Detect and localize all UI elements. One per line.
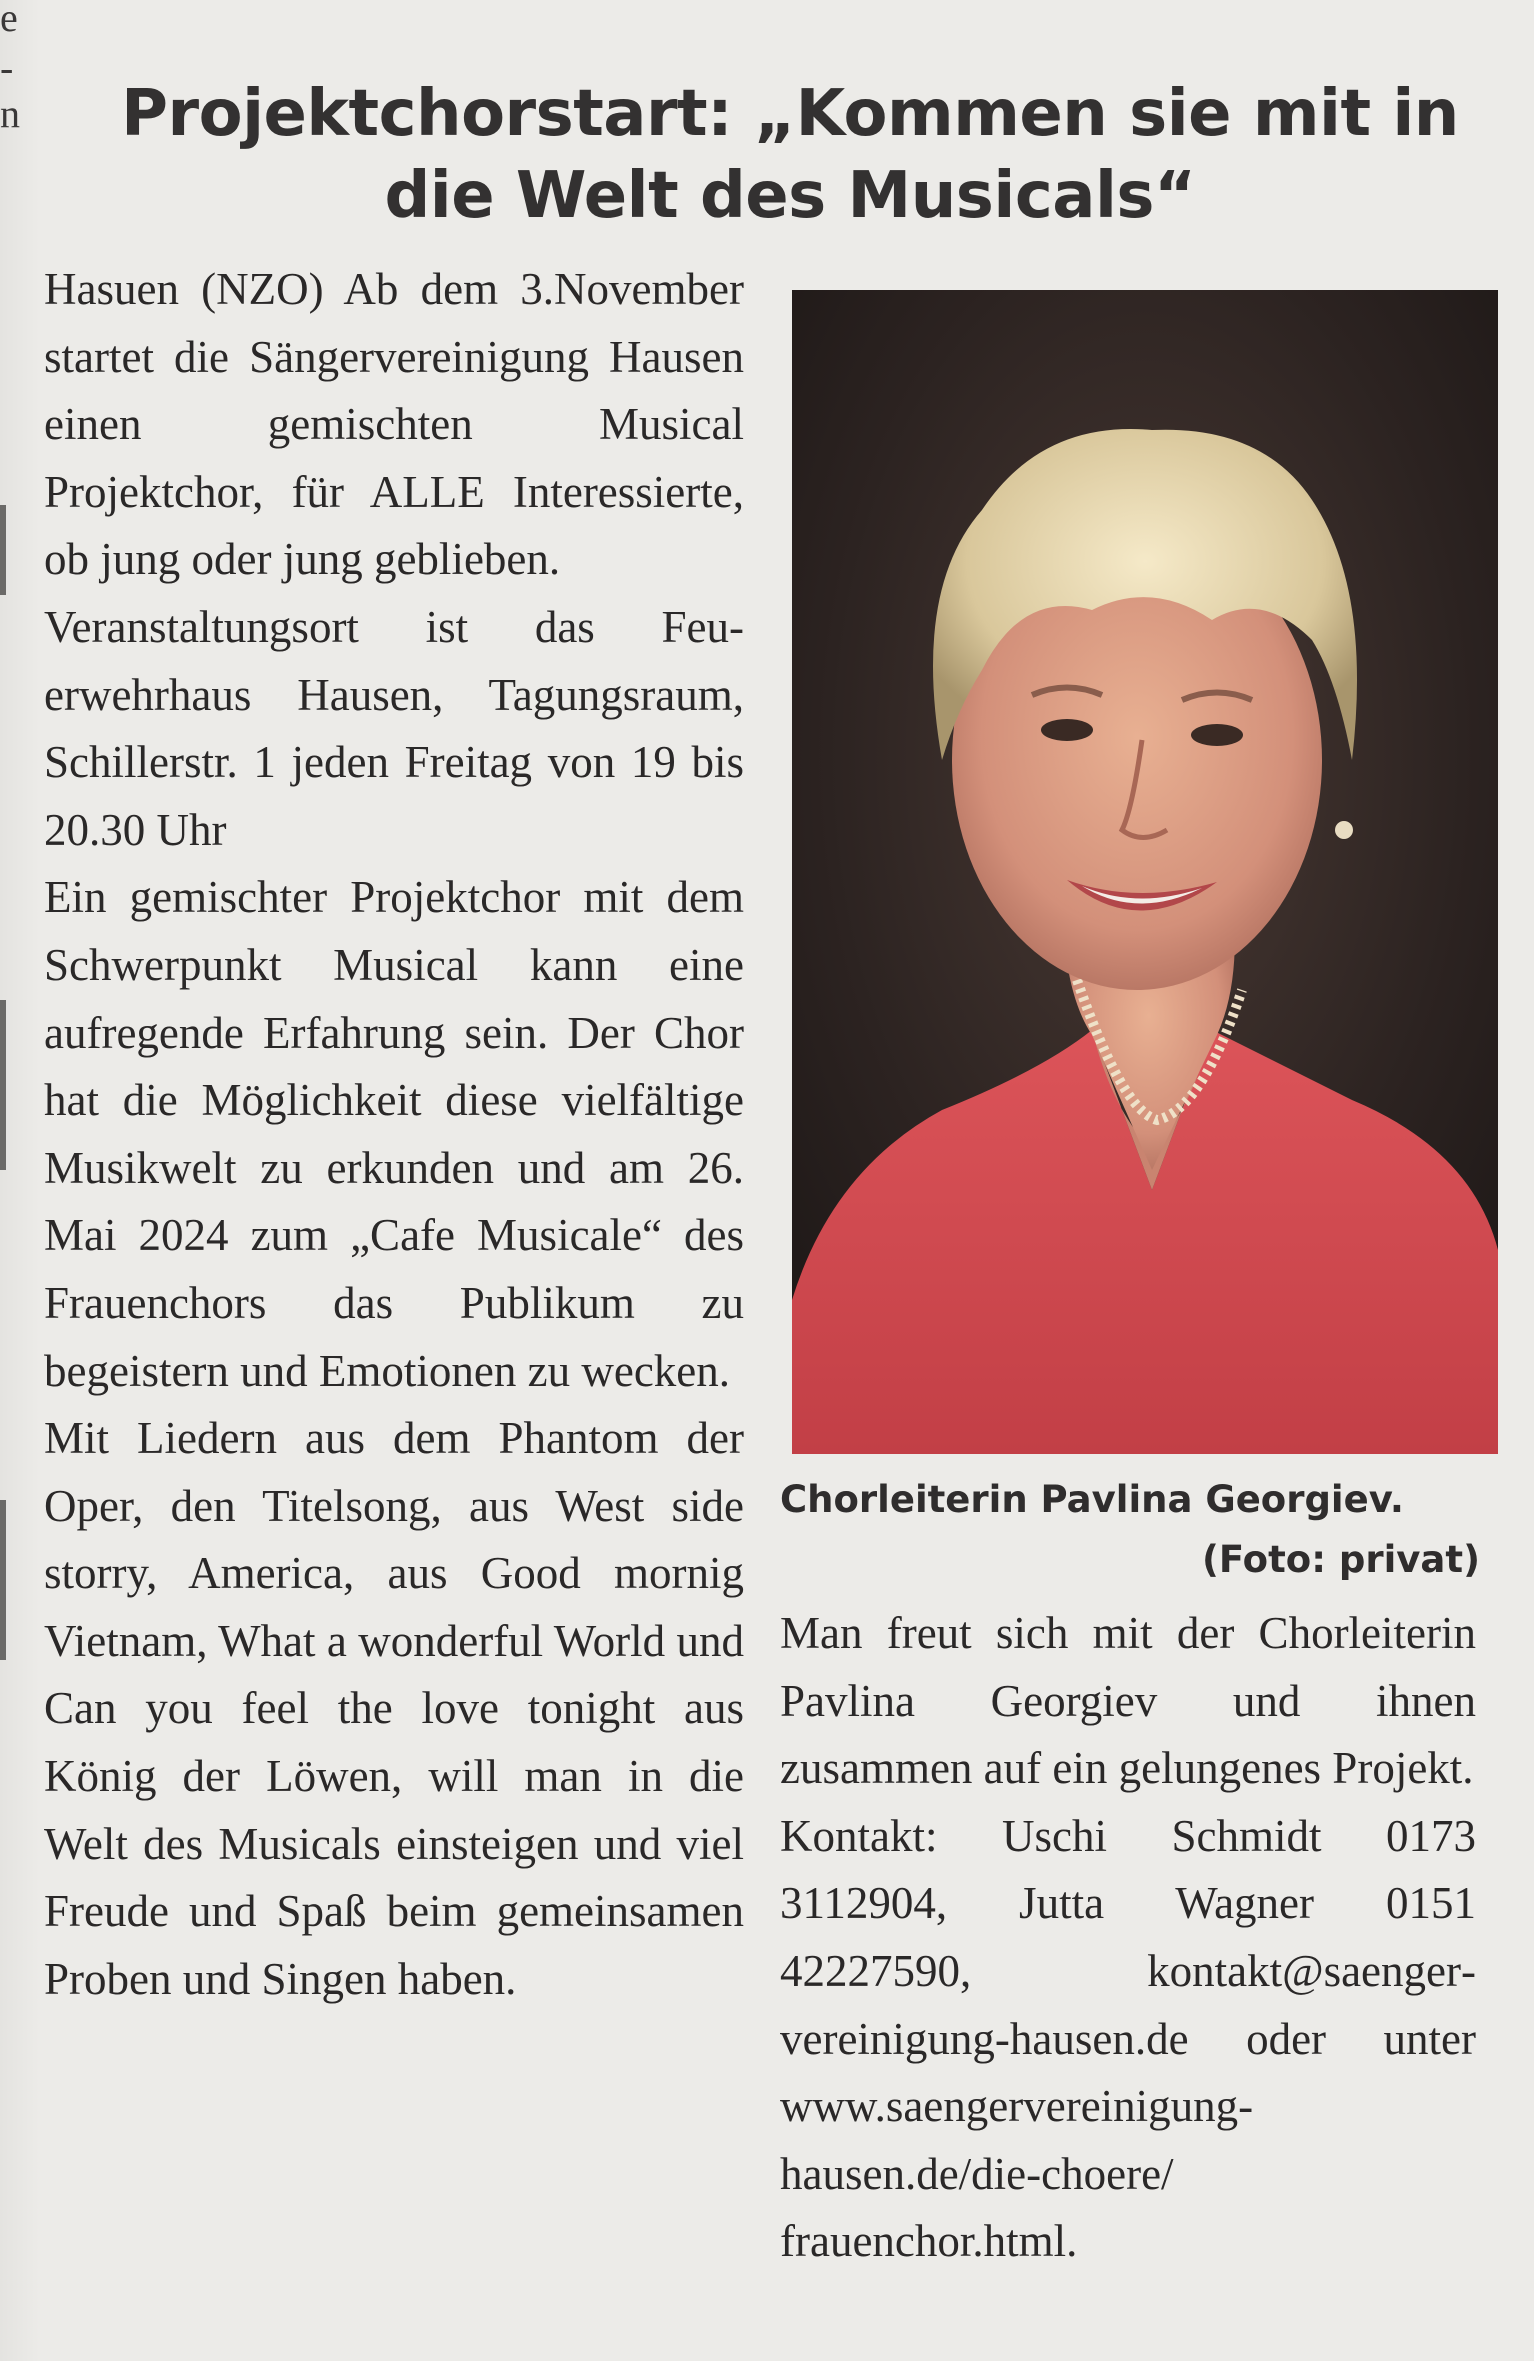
paper-edge: [0, 0, 40, 2361]
photo-caption: [780, 1470, 1480, 1590]
article-body-left: [44, 256, 744, 2013]
article-paragraph: Veranstaltungsort ist das Feuerwehrhaus Hausen, Tagungsraum, Schillerstr. 1 jeden Freitag von 19 bis 20.30 Uhr: [44, 601, 744, 855]
adjacent-article-fragment: e: [0, 0, 18, 40]
article-body-right: [780, 1600, 1476, 2276]
article-paragraph: Kontakt: Uschi Schmidt 0173 3112904, Jutta Wagner 0151 42227590, kontakt@saengervereinigung-hausen.de oder unter www.saengervereinigung-hausen.de/die-choere/ frauenchor.html.: [780, 1810, 1476, 2267]
article-paragraph: Hasuen (NZO) Ab dem 3.November startet die Sängervereinigung Hausen einen gemischten Musical Projektchor, für ALLE Interessierte, ob jung oder jung geblieben.: [44, 264, 744, 585]
article-paragraph: Ein gemischter Projektchor mit dem Schwerpunkt Musical kann eine aufregende Erfahrung sein. Der Chor hat die Möglichkeit diese vielfältige Musikwelt zu erkunden und am 26. Mai 2024 zum „Cafe Musicale“ des Frauenchors das Publikum zu begeistern und Emotionen zu wecken.: [44, 872, 744, 1396]
caption-text: Chorleiterin Pavlina Georgiev.: [780, 1478, 1404, 1521]
portrait-illustration: [792, 290, 1498, 1454]
column-rule-fragment: [0, 1500, 6, 1660]
adjacent-article-fragment: n: [0, 91, 20, 136]
column-rule-fragment: [0, 505, 6, 595]
choir-director-photo: [792, 290, 1498, 1454]
photo-credit: (Foto: privat): [1202, 1538, 1480, 1581]
article-headline: Projektchorstart: „Kommen sie mit in die Welt des Musicals“: [121, 76, 1459, 233]
adjacent-article-fragment: -: [0, 45, 14, 90]
article-paragraph: Mit Liedern aus dem Phantom der Oper, den Titelsong, aus West side storry, America, aus Good mornig Vietnam, What a wonderful World und Can you feel the love tonight aus König der Löwen, will man in die Welt des Musicals einsteigen und viel Freude und Spaß beim gemeinsamen Proben und Singen haben.: [44, 1413, 744, 2004]
article-paragraph: Man freut sich mit der Chorleiterin Pavlina Georgiev und ihnen zusammen auf ein gelungenes Projekt.: [780, 1608, 1476, 1794]
column-rule-fragment: [0, 1000, 6, 1170]
